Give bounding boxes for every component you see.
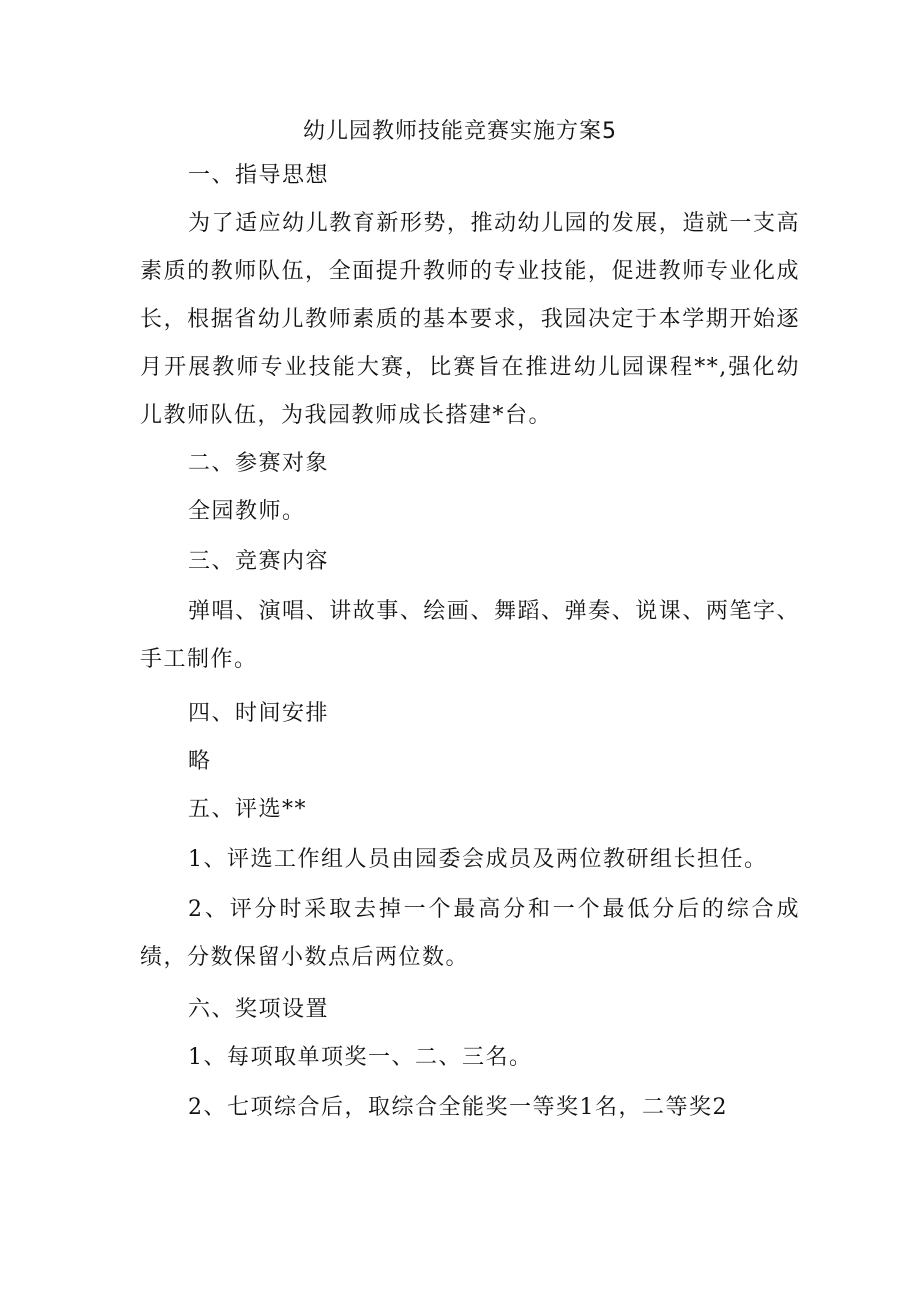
paragraph-schedule: 略 xyxy=(188,749,212,774)
paragraph-awards-2: 2、七项综合后，取综合全能奖一等奖1名，二等奖2 xyxy=(188,1095,728,1120)
paragraph-contents: 弹唱、演唱、讲故事、绘画、舞蹈、弹奏、说课、两笔字、手工制作。 xyxy=(140,599,800,672)
section-heading-schedule: 四、时间安排 xyxy=(188,701,330,726)
section-heading-evaluation: 五、评选** xyxy=(188,797,308,822)
paragraph-evaluation-2: 2、评分时采取去掉一个最高分和一个最低分后的综合成绩，分数保留小数点后两位数。 xyxy=(140,897,800,970)
paragraph-guiding-ideology: 为了适应幼儿教育新形势，推动幼儿园的发展，造就一支高素质的教师队伍，全面提升教师的专业技能，促进教师专业化成长，根据省幼儿教师素质的基本要求，我园决定于本学期开始逐月开展教师专业技能大赛，比赛旨在推进幼儿园课程**,强化幼儿教师队伍，为我园教师成长搭建*台。 xyxy=(140,211,800,428)
paragraph-evaluation-1: 1、评选工作组人员由园委会成员及两位教研组长担任。 xyxy=(188,847,768,872)
section-heading-contents: 三、竞赛内容 xyxy=(188,549,330,574)
paragraph-awards-1: 1、每项取单项奖一、二、三名。 xyxy=(188,1045,533,1070)
section-heading-guiding-ideology: 一、指导思想 xyxy=(188,163,330,188)
section-heading-awards: 六、奖项设置 xyxy=(188,997,330,1022)
document-title: 幼儿园教师技能竞赛实施方案5 xyxy=(303,119,617,144)
section-heading-participants: 二、参赛对象 xyxy=(188,451,330,476)
paragraph-participants: 全园教师。 xyxy=(188,499,306,524)
